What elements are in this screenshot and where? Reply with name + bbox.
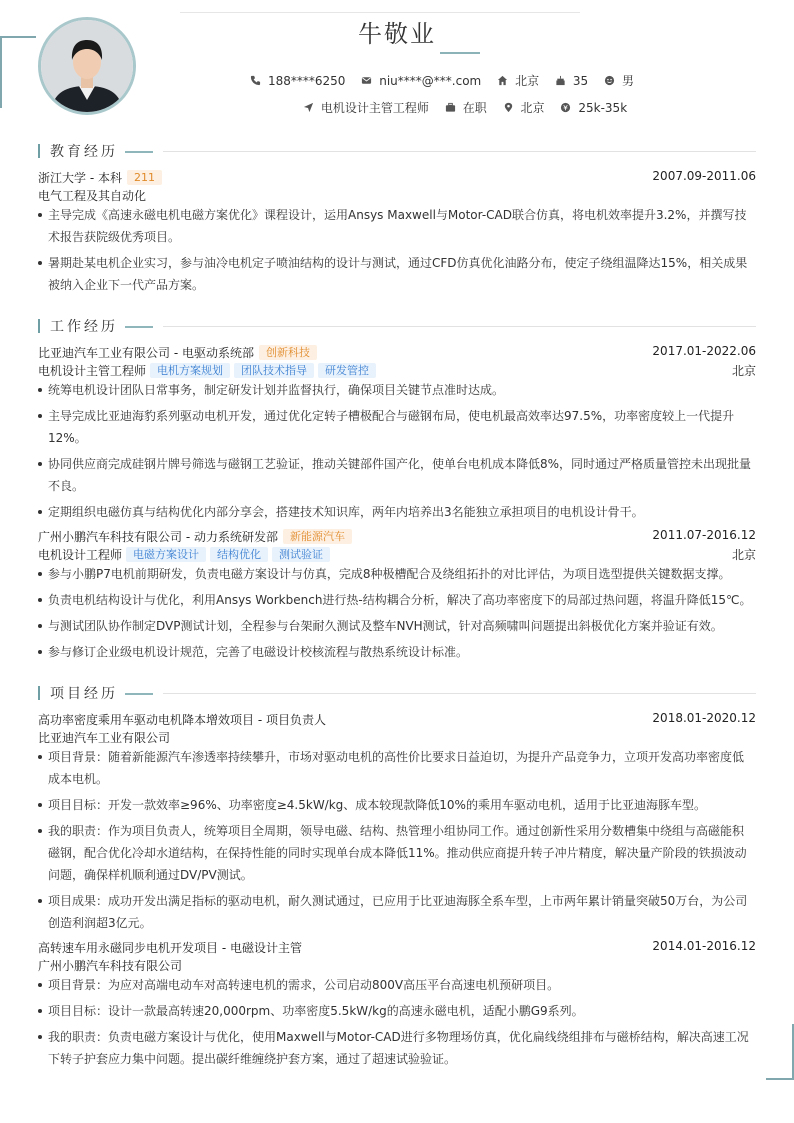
list-item: 协同供应商完成硅钢片牌号筛选与磁钢工艺验证，推动关键部件国产化，使单台电机成本降低8%，同时通过严格质量管控未出现批量不良。	[38, 453, 754, 497]
list-item: 我的职责：负责电磁方案设计与优化，使用Maxwell与Motor-CAD进行多物理场仿真，优化扁线绕组排布与磁桥结构，解决高速工况下转子护套应力集中问题。提出碳纤维缠绕护套方案，通过了超速试验验证。	[38, 1026, 754, 1070]
section-divider	[163, 151, 756, 152]
gender-item	[604, 72, 634, 89]
phone-icon	[250, 75, 261, 86]
company-tag: 创新科技	[259, 345, 317, 360]
section-education	[38, 141, 756, 161]
home-icon	[497, 75, 508, 86]
company-name: 广州小鹏汽车科技有限公司 - 动力系统研发部	[38, 530, 278, 544]
list-item: 参与修订企业级电机设计规范，完善了电磁设计校核流程与散热系统设计标准。	[38, 641, 754, 663]
education-date: 2007.09-2011.06	[652, 169, 756, 183]
email-icon	[361, 75, 372, 86]
city-item	[503, 99, 545, 116]
section-projects	[38, 683, 756, 703]
list-item: 项目背景：随着新能源汽车渗透率持续攀升，市场对驱动电机的高性价比要求日益迫切，为提升产品竞争力，立项开发高功率密度低成本电机。	[38, 746, 754, 790]
skill-tag: 电机方案规划	[150, 363, 230, 378]
city-text: 北京	[520, 101, 545, 115]
section-title: 项目经历	[50, 686, 118, 702]
corner-accent	[766, 1078, 794, 1080]
email-item	[361, 74, 481, 88]
salary-icon	[560, 102, 571, 113]
project-company-name: 广州小鹏汽车科技有限公司	[38, 959, 183, 973]
phone-text: 188****6250	[267, 73, 346, 88]
school-name: 浙江大学 - 本科	[38, 171, 122, 185]
work-city: 北京	[731, 548, 756, 562]
project-company-name: 比亚迪汽车工业有限公司	[38, 731, 171, 745]
home-item	[497, 72, 539, 89]
salary-item	[560, 101, 627, 115]
section-accent-line	[125, 326, 153, 328]
project-company	[38, 957, 756, 975]
location-pin-icon	[503, 102, 514, 113]
section-title: 教育经历	[50, 144, 118, 160]
status-text: 在职	[462, 101, 487, 115]
list-item: 暑期赴某电机企业实习，参与油冷电机定子喷油结构的设计与测试，通过CFD仿真优化油路分布，使定子绕组温降达15%，相关成果被纳入企业下一代产品方案。	[38, 252, 754, 296]
list-item: 项目目标：设计一款最高转速20,000rpm、功率密度5.5kW/kg的高速永磁电机，适配小鹏G9系列。	[38, 1000, 754, 1022]
list-item: 项目背景：为应对高端电动车对高转速电机的需求，公司启动800V高压平台高速电机预研项目。	[38, 974, 754, 996]
age-item	[555, 74, 588, 88]
major-name: 电气工程及其自动化	[38, 189, 147, 203]
school-tag: 211	[127, 170, 162, 185]
position-text: 电机设计主管工程师	[320, 101, 429, 115]
education-major	[38, 187, 756, 205]
work-city: 北京	[731, 364, 756, 378]
section-marker	[38, 686, 40, 700]
list-item: 我的职责：作为项目负责人，统筹项目全周期，领导电磁、结构、热管理小组协同工作。通过创新性采用分数槽集中绕组与高磁能积磁钢，配合优化冷却水道结构，在保持性能的同时实现单台成本降低11%。推动供应商提升转子冲片精度，解决量产阶段的铁损波动问题，确保样机顺利通过DV/PV测试。	[38, 820, 754, 886]
skill-tag: 研发管控	[318, 363, 376, 378]
section-accent-line	[125, 693, 153, 695]
section-marker	[38, 319, 40, 333]
list-item: 参与小鹏P7电机前期研发，负责电磁方案设计与仿真，完成8种极槽配合及绕组拓扑的对比评估，为项目选型提供关键数据支撑。	[38, 563, 754, 585]
project-company	[38, 729, 756, 747]
education-header	[38, 169, 756, 187]
list-item: 项目目标：开发一款效率≥96%、功率密度≥4.5kW/kg、成本较现款降低10%的乘用车驱动电机，适用于比亚迪海豚车型。	[38, 794, 754, 816]
gender-text: 男	[622, 74, 635, 88]
list-item: 统筹电机设计团队日常事务，制定研发计划并监督执行，确保项目关键节点准时达成。	[38, 379, 754, 401]
name-underline	[440, 52, 480, 54]
skill-tag: 团队技术指导	[234, 363, 314, 378]
section-accent-line	[125, 151, 153, 153]
job-title: 电机设计工程师	[38, 548, 123, 562]
send-icon	[303, 102, 314, 113]
work-header	[38, 528, 756, 546]
section-title: 工作经历	[50, 319, 118, 335]
work-date: 2017.01-2022.06	[652, 344, 756, 358]
position-item	[303, 99, 429, 116]
candidate-name: 牛敬业	[358, 20, 436, 48]
project-date: 2018.01-2020.12	[652, 711, 756, 725]
project-header	[38, 939, 756, 957]
status-item	[445, 99, 487, 116]
section-work	[38, 316, 756, 336]
briefcase-icon	[445, 102, 456, 113]
company-name: 比亚迪汽车工业有限公司 - 电驱动系统部	[38, 346, 254, 360]
project-name: 高功率密度乘用车驱动电机降本增效项目 - 项目负责人	[38, 713, 326, 727]
email-text: niu****@***.com	[379, 73, 482, 88]
gender-icon	[604, 75, 615, 86]
company-tag: 新能源汽车	[283, 529, 352, 544]
project-name: 高转速车用永磁同步电机开发项目 - 电磁设计主管	[38, 941, 302, 955]
skill-tag: 电磁方案设计	[126, 547, 206, 562]
list-item: 项目成果：成功开发出满足指标的驱动电机，耐久测试通过，已应用于比亚迪海豚全系车型，上市两年累计销量突破50万台，为公司创造利润超3亿元。	[38, 890, 754, 934]
job-title: 电机设计主管工程师	[38, 364, 147, 378]
job-info	[68, 99, 794, 116]
list-item: 负责电机结构设计与优化，利用Ansys Workbench进行热-结构耦合分析，解决了高功率密度下的局部过热问题，将温升降低15℃。	[38, 589, 754, 611]
list-item: 主导完成比亚迪海豹系列驱动电机开发，通过优化定转子槽极配合与磁钢布局，使电机最高效率达97.5%，功率密度较上一代提升12%。	[38, 405, 754, 449]
home-text: 北京	[515, 74, 540, 88]
section-divider	[163, 326, 756, 327]
work-role	[38, 362, 756, 380]
age-text: 35	[572, 73, 589, 88]
section-marker	[38, 144, 40, 158]
work-date: 2011.07-2016.12	[652, 528, 756, 542]
project-header	[38, 711, 756, 729]
work-header	[38, 344, 756, 362]
list-item: 与测试团队协作制定DVP测试计划，全程参与台架耐久测试及整车NVH测试，针对高频啸叫问题提出斜极优化方案并验证有效。	[38, 615, 754, 637]
project-date: 2014.01-2016.12	[652, 939, 756, 953]
divider	[180, 12, 580, 13]
salary-text: 25k-35k	[578, 100, 628, 115]
list-item: 主导完成《高速永磁电机电磁方案优化》课程设计，运用Ansys Maxwell与Motor-CAD联合仿真，将电机效率提升3.2%，并撰写技术报告获院级优秀项目。	[38, 204, 754, 248]
skill-tag: 测试验证	[272, 547, 330, 562]
cake-icon	[555, 75, 566, 86]
section-divider	[163, 693, 756, 694]
list-item: 定期组织电磁仿真与结构优化内部分享会，搭建技术知识库，两年内培养出3名能独立承担项目的电机设计骨干。	[38, 501, 754, 523]
work-role	[38, 546, 756, 564]
contact-info	[45, 72, 794, 89]
phone-item	[250, 74, 345, 88]
skill-tag: 结构优化	[210, 547, 268, 562]
